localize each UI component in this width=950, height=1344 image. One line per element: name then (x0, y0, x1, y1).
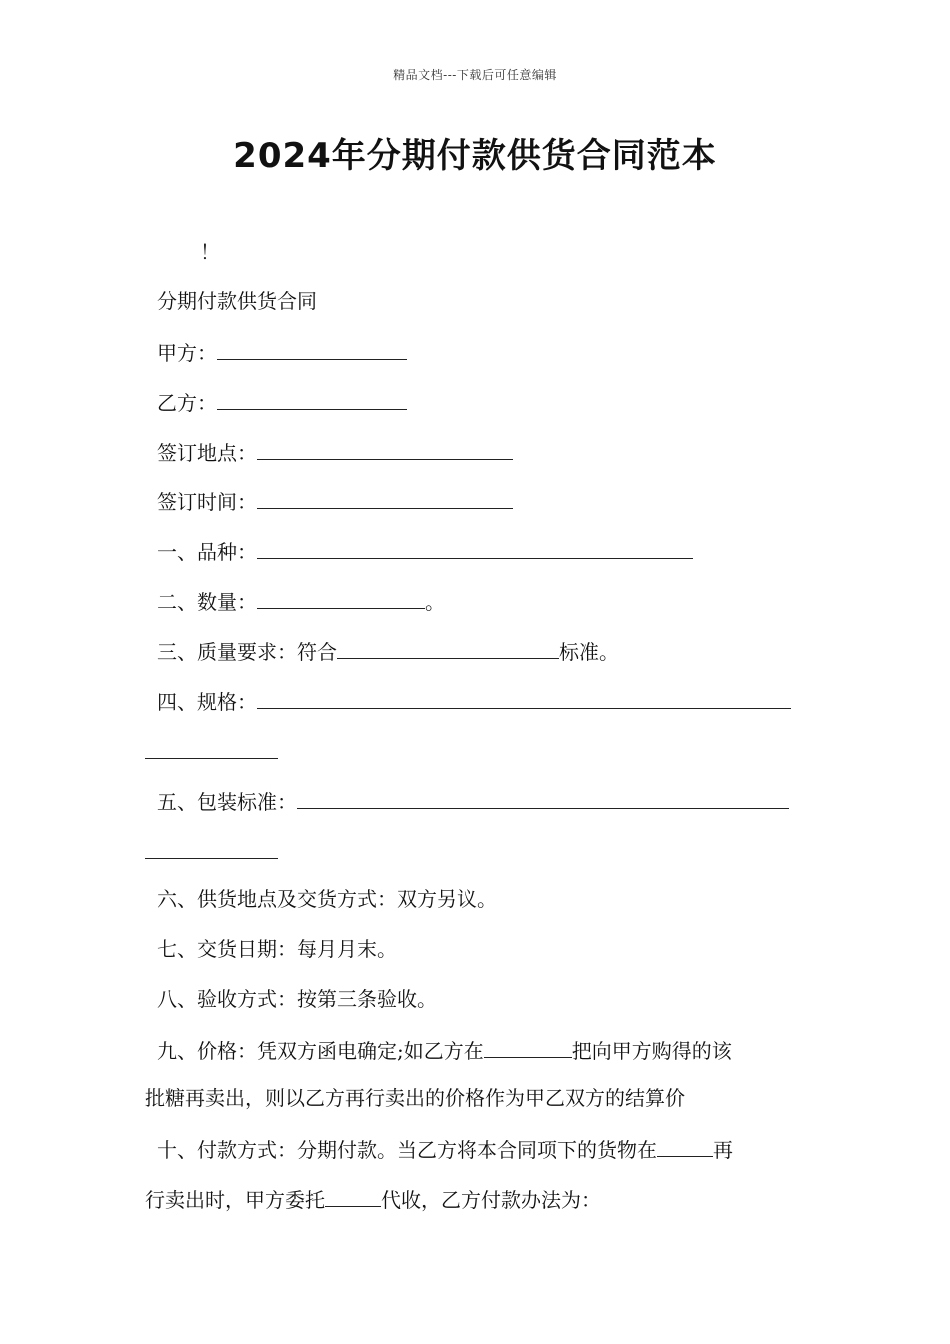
item8-line: 八、验收方式：按第三条验收。 (157, 987, 437, 1011)
item5-label: 五、包装标准： (157, 790, 297, 814)
item3-blank (337, 636, 559, 659)
item10-line (157, 1134, 733, 1164)
item2-line (157, 586, 445, 616)
item6-line: 六、供货地点及交货方式：双方另议。 (157, 887, 497, 911)
item10-text-b: 再 (713, 1138, 733, 1162)
item10-text-c: 行卖出时，甲方委托 (145, 1188, 325, 1212)
item5-line (157, 786, 789, 816)
sign-place-blank (257, 437, 513, 460)
party-a-blank (217, 337, 407, 360)
item10-line-continued (145, 1184, 601, 1214)
item2-label: 二、数量： (157, 590, 257, 614)
item5-blank (297, 786, 789, 809)
item4-blank (257, 686, 791, 709)
item10-blank-2 (325, 1184, 381, 1207)
sign-place-line (157, 437, 513, 467)
page-header: 精品文档---下载后可任意编辑 (393, 68, 557, 82)
item3-line (157, 636, 619, 666)
item2-end: 。 (425, 590, 445, 614)
item3-label: 三、质量要求：符合 (157, 640, 337, 664)
item3-end: 标准。 (559, 640, 619, 664)
item2-blank (257, 586, 425, 609)
sign-time-blank (257, 486, 513, 509)
item4-label: 四、规格： (157, 690, 257, 714)
item9-text-b: 把向甲方购得的该 (571, 1039, 732, 1063)
item10-blank-1 (657, 1134, 713, 1157)
party-b-label: 乙方： (157, 391, 217, 415)
exclaim-mark: ！ (200, 240, 220, 264)
item4-line (157, 686, 791, 716)
sign-time-line (157, 486, 513, 516)
contract-subtitle: 分期付款供货合同 (157, 289, 317, 313)
item5-blank-continued (145, 857, 278, 859)
party-b-line (157, 387, 407, 417)
item9-text-a: 九、价格：凭双方函电确定;如乙方在 (157, 1039, 484, 1063)
item9-line (157, 1035, 732, 1065)
item7-line: 七、交货日期：每月月末。 (157, 937, 397, 961)
party-a-line (157, 337, 407, 367)
party-a-label: 甲方： (157, 341, 217, 365)
item1-label: 一、品种： (157, 540, 257, 564)
item1-line (157, 536, 693, 566)
item1-blank (257, 536, 693, 559)
item4-blank-continued (145, 757, 278, 759)
item9-blank (484, 1035, 572, 1058)
document-title: 2024年分期付款供货合同范本 (233, 136, 717, 176)
item10-text-a: 十、付款方式：分期付款。当乙方将本合同项下的货物在 (157, 1138, 657, 1162)
item10-text-d: 代收，乙方付款办法为： (381, 1188, 601, 1212)
party-b-blank (217, 387, 407, 410)
sign-time-label: 签订时间： (157, 490, 257, 514)
sign-place-label: 签订地点： (157, 441, 257, 465)
item9-line-continued: 批糖再卖出，则以乙方再行卖出的价格作为甲乙双方的结算价 (145, 1086, 685, 1110)
